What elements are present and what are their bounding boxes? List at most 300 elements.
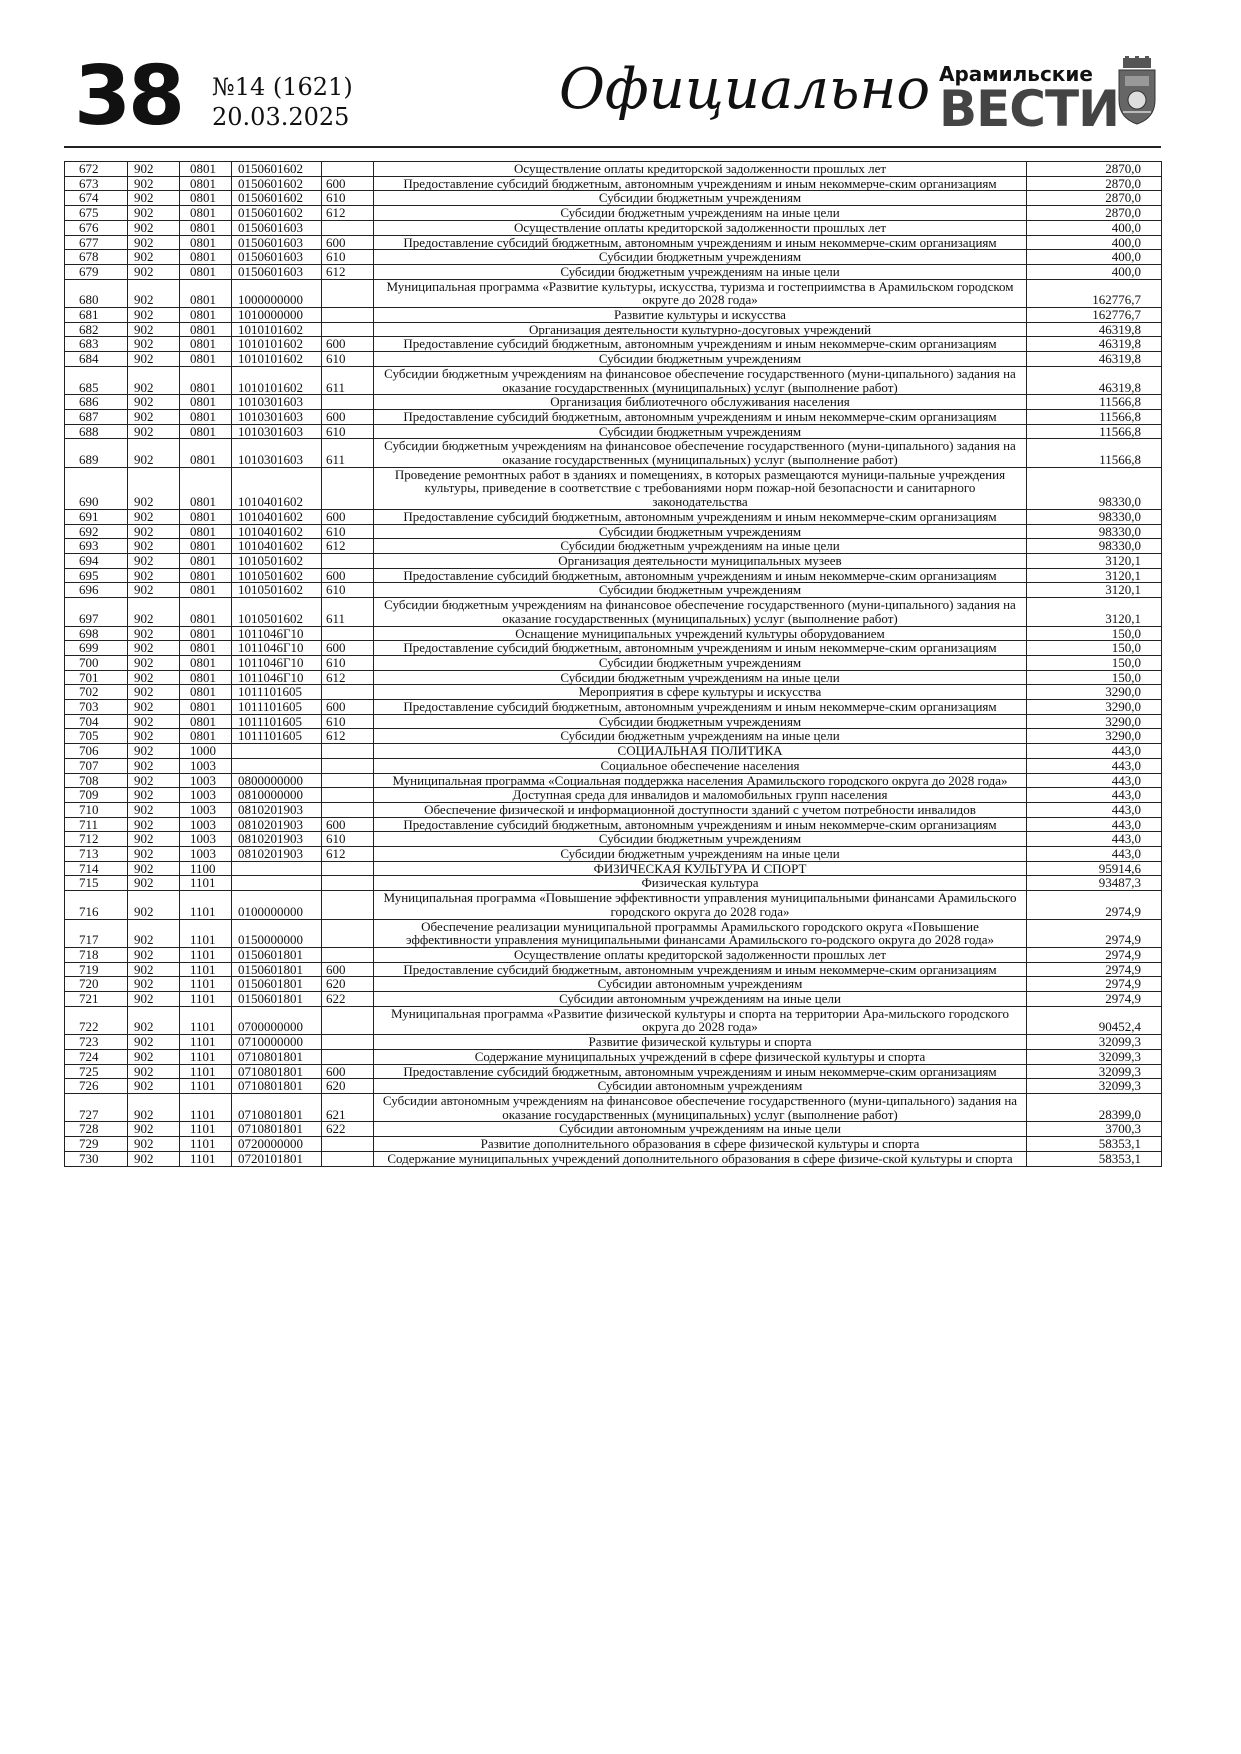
dept-code: 902 xyxy=(128,992,180,1007)
item-name: Доступная среда для инвалидов и маломобильных групп населения xyxy=(374,788,1027,803)
item-name: Субсидии автономным учреждениям на иные цели xyxy=(374,1122,1027,1137)
row-number: 707 xyxy=(65,758,128,773)
article-code: 0150601602 xyxy=(232,162,322,177)
row-number: 714 xyxy=(65,861,128,876)
amount: 3290,0 xyxy=(1027,729,1162,744)
amount: 150,0 xyxy=(1027,655,1162,670)
expense-type: 610 xyxy=(322,352,374,367)
section-code: 0801 xyxy=(180,337,232,352)
amount: 58353,1 xyxy=(1027,1137,1162,1152)
expense-type xyxy=(322,279,374,307)
section-code: 1101 xyxy=(180,992,232,1007)
dept-code: 902 xyxy=(128,467,180,509)
expense-type: 610 xyxy=(322,191,374,206)
article-code: 0150601801 xyxy=(232,992,322,1007)
table-row xyxy=(65,337,1162,352)
section-code: 0801 xyxy=(180,714,232,729)
item-name: Проведение ремонтных работ в зданиях и помещениях, в которых размещаются муници-пальные учреждения культуры, приведение в соответствие с требованиями норм пожар-ной безопасности и санитарного законодательства xyxy=(374,467,1027,509)
expense-type: 600 xyxy=(322,568,374,583)
budget-table xyxy=(64,161,1162,1167)
row-number: 684 xyxy=(65,352,128,367)
dept-code: 902 xyxy=(128,744,180,759)
dept-code: 902 xyxy=(128,876,180,891)
amount: 46319,8 xyxy=(1027,366,1162,394)
section-code: 0801 xyxy=(180,264,232,279)
section-code: 0801 xyxy=(180,700,232,715)
amount: 162776,7 xyxy=(1027,308,1162,323)
item-name: Мероприятия в сфере культуры и искусства xyxy=(374,685,1027,700)
article-code: 1011046Г10 xyxy=(232,641,322,656)
item-name: Осуществление оплаты кредиторской задолженности прошлых лет xyxy=(374,220,1027,235)
row-number: 674 xyxy=(65,191,128,206)
row-number: 675 xyxy=(65,206,128,221)
table-row xyxy=(65,626,1162,641)
row-number: 703 xyxy=(65,700,128,715)
dept-code: 902 xyxy=(128,322,180,337)
item-name: Субсидии бюджетным учреждениям на финансовое обеспечение государственного (муни-ципального) задания на оказание государственных (муниципальных) услуг (выполнение работ) xyxy=(374,366,1027,394)
article-code: 0810201903 xyxy=(232,817,322,832)
row-number: 727 xyxy=(65,1094,128,1122)
table-row xyxy=(65,176,1162,191)
item-name: Организация деятельности культурно-досуговых учреждений xyxy=(374,322,1027,337)
section-code: 1101 xyxy=(180,1137,232,1152)
dept-code: 902 xyxy=(128,670,180,685)
item-name: Организация библиотечного обслуживания населения xyxy=(374,395,1027,410)
section-code: 0801 xyxy=(180,553,232,568)
section-code: 1101 xyxy=(180,1122,232,1137)
section-code: 0801 xyxy=(180,206,232,221)
table-row xyxy=(65,235,1162,250)
row-number: 712 xyxy=(65,832,128,847)
coat-of-arms-icon xyxy=(1115,56,1159,126)
section-code: 1003 xyxy=(180,758,232,773)
expense-type xyxy=(322,1137,374,1152)
section-code: 0801 xyxy=(180,366,232,394)
table-row xyxy=(65,1035,1162,1050)
item-name: Субсидии бюджетным учреждениям на иные цели xyxy=(374,264,1027,279)
table-row xyxy=(65,568,1162,583)
amount: 443,0 xyxy=(1027,744,1162,759)
item-name: Обеспечение реализации муниципальной программы Арамильского городского округа «Повышение эффективности управления муниципальными финансами Арамильского го-родского округа до 2028 года» xyxy=(374,919,1027,947)
item-name: Субсидии бюджетным учреждениям xyxy=(374,714,1027,729)
table-row xyxy=(65,162,1162,177)
expense-type: 600 xyxy=(322,409,374,424)
dept-code: 902 xyxy=(128,817,180,832)
row-number: 719 xyxy=(65,962,128,977)
row-number: 678 xyxy=(65,250,128,265)
item-name: Предоставление субсидий бюджетным, автономным учреждениям и иным некоммерче-ским организациям xyxy=(374,176,1027,191)
section-code: 0801 xyxy=(180,308,232,323)
section-code: 0801 xyxy=(180,539,232,554)
amount: 46319,8 xyxy=(1027,352,1162,367)
amount: 3290,0 xyxy=(1027,685,1162,700)
row-number: 673 xyxy=(65,176,128,191)
dept-code: 902 xyxy=(128,729,180,744)
logo-main-text: ВЕСТИ xyxy=(939,80,1119,138)
expense-type: 610 xyxy=(322,424,374,439)
amount: 3290,0 xyxy=(1027,700,1162,715)
amount: 32099,3 xyxy=(1027,1079,1162,1094)
section-code: 0801 xyxy=(180,352,232,367)
dept-code: 902 xyxy=(128,1079,180,1094)
row-number: 701 xyxy=(65,670,128,685)
article-code: 1010301603 xyxy=(232,395,322,410)
row-number: 692 xyxy=(65,524,128,539)
article-code: 0810000000 xyxy=(232,788,322,803)
amount: 11566,8 xyxy=(1027,409,1162,424)
row-number: 718 xyxy=(65,947,128,962)
article-code: 0150601603 xyxy=(232,220,322,235)
amount: 2974,9 xyxy=(1027,992,1162,1007)
table-row xyxy=(65,962,1162,977)
section-code: 0801 xyxy=(180,250,232,265)
dept-code: 902 xyxy=(128,524,180,539)
table-row xyxy=(65,641,1162,656)
article-code: 0720000000 xyxy=(232,1137,322,1152)
dept-code: 902 xyxy=(128,977,180,992)
section-code: 0801 xyxy=(180,524,232,539)
row-number: 710 xyxy=(65,802,128,817)
table-row xyxy=(65,439,1162,467)
item-name: Развитие культуры и искусства xyxy=(374,308,1027,323)
amount: 46319,8 xyxy=(1027,337,1162,352)
dept-code: 902 xyxy=(128,176,180,191)
article-code: 0100000000 xyxy=(232,891,322,919)
article-code: 1010101602 xyxy=(232,352,322,367)
amount: 400,0 xyxy=(1027,264,1162,279)
expense-type: 610 xyxy=(322,655,374,670)
section-code: 1003 xyxy=(180,847,232,862)
row-number: 689 xyxy=(65,439,128,467)
dept-code: 902 xyxy=(128,1122,180,1137)
item-name: Субсидии бюджетным учреждениям на финансовое обеспечение государственного (муни-ципального) задания на оказание государственных (муниципальных) услуг (выполнение работ) xyxy=(374,439,1027,467)
expense-type: 622 xyxy=(322,992,374,1007)
row-number: 722 xyxy=(65,1006,128,1034)
section-code: 0801 xyxy=(180,598,232,626)
table-row xyxy=(65,670,1162,685)
row-number: 695 xyxy=(65,568,128,583)
table-row xyxy=(65,876,1162,891)
expense-type: 610 xyxy=(322,714,374,729)
item-name: Предоставление субсидий бюджетным, автономным учреждениям и иным некоммерче-ским организациям xyxy=(374,509,1027,524)
item-name: Содержание муниципальных учреждений дополнительного образования в сфере физиче-ской культуры и спорта xyxy=(374,1151,1027,1166)
section-code: 0801 xyxy=(180,162,232,177)
amount: 32099,3 xyxy=(1027,1049,1162,1064)
expense-type: 600 xyxy=(322,337,374,352)
item-name: Субсидии бюджетным учреждениям xyxy=(374,583,1027,598)
item-name: Субсидии бюджетным учреждениям на финансовое обеспечение государственного (муни-ципального) задания на оказание государственных (муниципальных) услуг (выполнение работ) xyxy=(374,598,1027,626)
section-code: 1101 xyxy=(180,947,232,962)
page-header xyxy=(64,49,1161,144)
section-code: 1101 xyxy=(180,1035,232,1050)
item-name: Предоставление субсидий бюджетным, автономным учреждениям и иным некоммерче-ским организациям xyxy=(374,700,1027,715)
item-name: Предоставление субсидий бюджетным, автономным учреждениям и иным некоммерче-ским организациям xyxy=(374,641,1027,656)
table-row xyxy=(65,352,1162,367)
section-code: 0801 xyxy=(180,322,232,337)
row-number: 693 xyxy=(65,539,128,554)
item-name: Предоставление субсидий бюджетным, автономным учреждениям и иным некоммерче-ским организациям xyxy=(374,235,1027,250)
expense-type xyxy=(322,467,374,509)
table-row xyxy=(65,977,1162,992)
section-code: 1003 xyxy=(180,788,232,803)
section-code: 0801 xyxy=(180,626,232,641)
section-code: 0801 xyxy=(180,685,232,700)
item-name: Субсидии бюджетным учреждениям на иные цели xyxy=(374,729,1027,744)
article-code: 1010101602 xyxy=(232,322,322,337)
section-code: 0801 xyxy=(180,583,232,598)
item-name: Муниципальная программа «Развитие культуры, искусства, туризма и гостеприимства в Арамильском городском округе до 2028 года» xyxy=(374,279,1027,307)
section-code: 1101 xyxy=(180,1079,232,1094)
article-code: 1010501602 xyxy=(232,568,322,583)
amount: 2870,0 xyxy=(1027,206,1162,221)
expense-type xyxy=(322,919,374,947)
section-code: 0801 xyxy=(180,409,232,424)
dept-code: 902 xyxy=(128,891,180,919)
table-row xyxy=(65,250,1162,265)
article-code: 0150601603 xyxy=(232,264,322,279)
dept-code: 902 xyxy=(128,439,180,467)
expense-type: 600 xyxy=(322,235,374,250)
item-name: Субсидии бюджетным учреждениям xyxy=(374,424,1027,439)
row-number: 716 xyxy=(65,891,128,919)
amount: 95914,6 xyxy=(1027,861,1162,876)
amount: 2974,9 xyxy=(1027,947,1162,962)
section-code: 1101 xyxy=(180,962,232,977)
section-code: 1101 xyxy=(180,876,232,891)
article-code xyxy=(232,758,322,773)
amount: 150,0 xyxy=(1027,641,1162,656)
table-row xyxy=(65,788,1162,803)
expense-type xyxy=(322,744,374,759)
table-row xyxy=(65,424,1162,439)
row-number: 688 xyxy=(65,424,128,439)
dept-code: 902 xyxy=(128,773,180,788)
section-code: 0801 xyxy=(180,641,232,656)
article-code: 0150601603 xyxy=(232,235,322,250)
section-code: 0801 xyxy=(180,191,232,206)
table-row xyxy=(65,191,1162,206)
table-row xyxy=(65,729,1162,744)
article-code: 0710801801 xyxy=(232,1079,322,1094)
dept-code: 902 xyxy=(128,308,180,323)
article-code: 0150601603 xyxy=(232,250,322,265)
header-rule xyxy=(64,146,1161,148)
expense-type xyxy=(322,685,374,700)
amount: 32099,3 xyxy=(1027,1064,1162,1079)
table-row xyxy=(65,947,1162,962)
item-name: Осуществление оплаты кредиторской задолженности прошлых лет xyxy=(374,947,1027,962)
amount: 400,0 xyxy=(1027,220,1162,235)
row-number: 672 xyxy=(65,162,128,177)
amount: 98330,0 xyxy=(1027,524,1162,539)
article-code: 0700000000 xyxy=(232,1006,322,1034)
expense-type: 600 xyxy=(322,962,374,977)
table-row xyxy=(65,714,1162,729)
row-number: 694 xyxy=(65,553,128,568)
table-row xyxy=(65,279,1162,307)
item-name: Субсидии бюджетным учреждениям на иные цели xyxy=(374,206,1027,221)
row-number: 699 xyxy=(65,641,128,656)
dept-code: 902 xyxy=(128,655,180,670)
dept-code: 902 xyxy=(128,409,180,424)
article-code: 0150000000 xyxy=(232,919,322,947)
item-name: Муниципальная программа «Социальная поддержка населения Арамильского городского округа до 2028 года» xyxy=(374,773,1027,788)
table-row xyxy=(65,1094,1162,1122)
article-code: 1010501602 xyxy=(232,598,322,626)
item-name: Муниципальная программа «Развитие физической культуры и спорта на территории Ара-мильского городского округа до 2028 года» xyxy=(374,1006,1027,1034)
section-code: 1101 xyxy=(180,1151,232,1166)
article-code: 1010000000 xyxy=(232,308,322,323)
newspaper-logo xyxy=(939,56,1119,138)
expense-type: 622 xyxy=(322,1122,374,1137)
dept-code: 902 xyxy=(128,758,180,773)
row-number: 708 xyxy=(65,773,128,788)
expense-type: 610 xyxy=(322,250,374,265)
row-number: 680 xyxy=(65,279,128,307)
amount: 400,0 xyxy=(1027,250,1162,265)
section-title: Официально xyxy=(559,57,931,122)
article-code: 0710801801 xyxy=(232,1094,322,1122)
article-code: 1011046Г10 xyxy=(232,655,322,670)
table-row xyxy=(65,847,1162,862)
amount: 443,0 xyxy=(1027,817,1162,832)
expense-type xyxy=(322,773,374,788)
article-code xyxy=(232,861,322,876)
row-number: 700 xyxy=(65,655,128,670)
table-row xyxy=(65,1079,1162,1094)
item-name: СОЦИАЛЬНАЯ ПОЛИТИКА xyxy=(374,744,1027,759)
amount: 90452,4 xyxy=(1027,1006,1162,1034)
page-number: 38 xyxy=(74,49,183,144)
table-row xyxy=(65,395,1162,410)
section-code: 1101 xyxy=(180,919,232,947)
dept-code: 902 xyxy=(128,1006,180,1034)
dept-code: 902 xyxy=(128,1094,180,1122)
row-number: 709 xyxy=(65,788,128,803)
dept-code: 902 xyxy=(128,424,180,439)
article-code: 0810201903 xyxy=(232,802,322,817)
amount: 2974,9 xyxy=(1027,891,1162,919)
table-row xyxy=(65,322,1162,337)
dept-code: 902 xyxy=(128,279,180,307)
article-code: 1010401602 xyxy=(232,509,322,524)
item-name: Развитие физической культуры и спорта xyxy=(374,1035,1027,1050)
row-number: 682 xyxy=(65,322,128,337)
expense-type: 600 xyxy=(322,641,374,656)
row-number: 704 xyxy=(65,714,128,729)
table-row xyxy=(65,700,1162,715)
section-code: 0801 xyxy=(180,509,232,524)
dept-code: 902 xyxy=(128,919,180,947)
amount: 11566,8 xyxy=(1027,395,1162,410)
section-code: 0801 xyxy=(180,279,232,307)
section-code: 0801 xyxy=(180,176,232,191)
table-row xyxy=(65,206,1162,221)
table-row xyxy=(65,817,1162,832)
amount: 2974,9 xyxy=(1027,962,1162,977)
amount: 2870,0 xyxy=(1027,176,1162,191)
expense-type: 600 xyxy=(322,1064,374,1079)
section-code: 0801 xyxy=(180,729,232,744)
amount: 98330,0 xyxy=(1027,539,1162,554)
table-row xyxy=(65,758,1162,773)
row-number: 725 xyxy=(65,1064,128,1079)
expense-type xyxy=(322,1035,374,1050)
section-code: 0801 xyxy=(180,424,232,439)
article-code: 1011101605 xyxy=(232,714,322,729)
dept-code: 902 xyxy=(128,509,180,524)
row-number: 720 xyxy=(65,977,128,992)
expense-type: 610 xyxy=(322,832,374,847)
article-code: 0810201903 xyxy=(232,832,322,847)
amount: 150,0 xyxy=(1027,626,1162,641)
amount: 98330,0 xyxy=(1027,509,1162,524)
section-code: 0801 xyxy=(180,467,232,509)
article-code: 0150601801 xyxy=(232,947,322,962)
table-row xyxy=(65,891,1162,919)
section-code: 1000 xyxy=(180,744,232,759)
article-code: 0710000000 xyxy=(232,1035,322,1050)
expense-type: 621 xyxy=(322,1094,374,1122)
item-name: Оснащение муниципальных учреждений культуры оборудованием xyxy=(374,626,1027,641)
dept-code: 902 xyxy=(128,714,180,729)
item-name: Предоставление субсидий бюджетным, автономным учреждениям и иным некоммерче-ским организациям xyxy=(374,962,1027,977)
item-name: Осуществление оплаты кредиторской задолженности прошлых лет xyxy=(374,162,1027,177)
expense-type: 612 xyxy=(322,264,374,279)
dept-code: 902 xyxy=(128,352,180,367)
item-name: Субсидии бюджетным учреждениям xyxy=(374,524,1027,539)
row-number: 685 xyxy=(65,366,128,394)
item-name: Субсидии бюджетным учреждениям xyxy=(374,352,1027,367)
article-code: 1010501602 xyxy=(232,553,322,568)
dept-code: 902 xyxy=(128,539,180,554)
expense-type xyxy=(322,220,374,235)
table-row xyxy=(65,992,1162,1007)
row-number: 697 xyxy=(65,598,128,626)
article-code: 0150601602 xyxy=(232,176,322,191)
table-row xyxy=(65,509,1162,524)
table-row xyxy=(65,366,1162,394)
table-row xyxy=(65,744,1162,759)
amount: 443,0 xyxy=(1027,802,1162,817)
item-name: Обеспечение физической и информационной доступности зданий с учетом потребности инвалидов xyxy=(374,802,1027,817)
article-code: 0150601801 xyxy=(232,962,322,977)
dept-code: 902 xyxy=(128,962,180,977)
row-number: 683 xyxy=(65,337,128,352)
expense-type xyxy=(322,758,374,773)
dept-code: 902 xyxy=(128,264,180,279)
row-number: 681 xyxy=(65,308,128,323)
article-code: 0710801801 xyxy=(232,1064,322,1079)
item-name: Содержание муниципальных учреждений в сфере физической культуры и спорта xyxy=(374,1049,1027,1064)
row-number: 702 xyxy=(65,685,128,700)
expense-type xyxy=(322,162,374,177)
item-name: Субсидии бюджетным учреждениям на иные цели xyxy=(374,539,1027,554)
item-name: Предоставление субсидий бюджетным, автономным учреждениям и иным некоммерче-ским организациям xyxy=(374,817,1027,832)
article-code: 0710801801 xyxy=(232,1049,322,1064)
expense-type: 611 xyxy=(322,366,374,394)
row-number: 706 xyxy=(65,744,128,759)
issue-info xyxy=(212,72,353,132)
section-code: 1003 xyxy=(180,817,232,832)
item-name: Субсидии автономным учреждениям на финансовое обеспечение государственного (муни-ципального) задания на оказание государственных (муниципальных) услуг (выполнение работ) xyxy=(374,1094,1027,1122)
expense-type: 612 xyxy=(322,729,374,744)
row-number: 705 xyxy=(65,729,128,744)
expense-type xyxy=(322,802,374,817)
section-code: 0801 xyxy=(180,220,232,235)
row-number: 729 xyxy=(65,1137,128,1152)
row-number: 713 xyxy=(65,847,128,862)
